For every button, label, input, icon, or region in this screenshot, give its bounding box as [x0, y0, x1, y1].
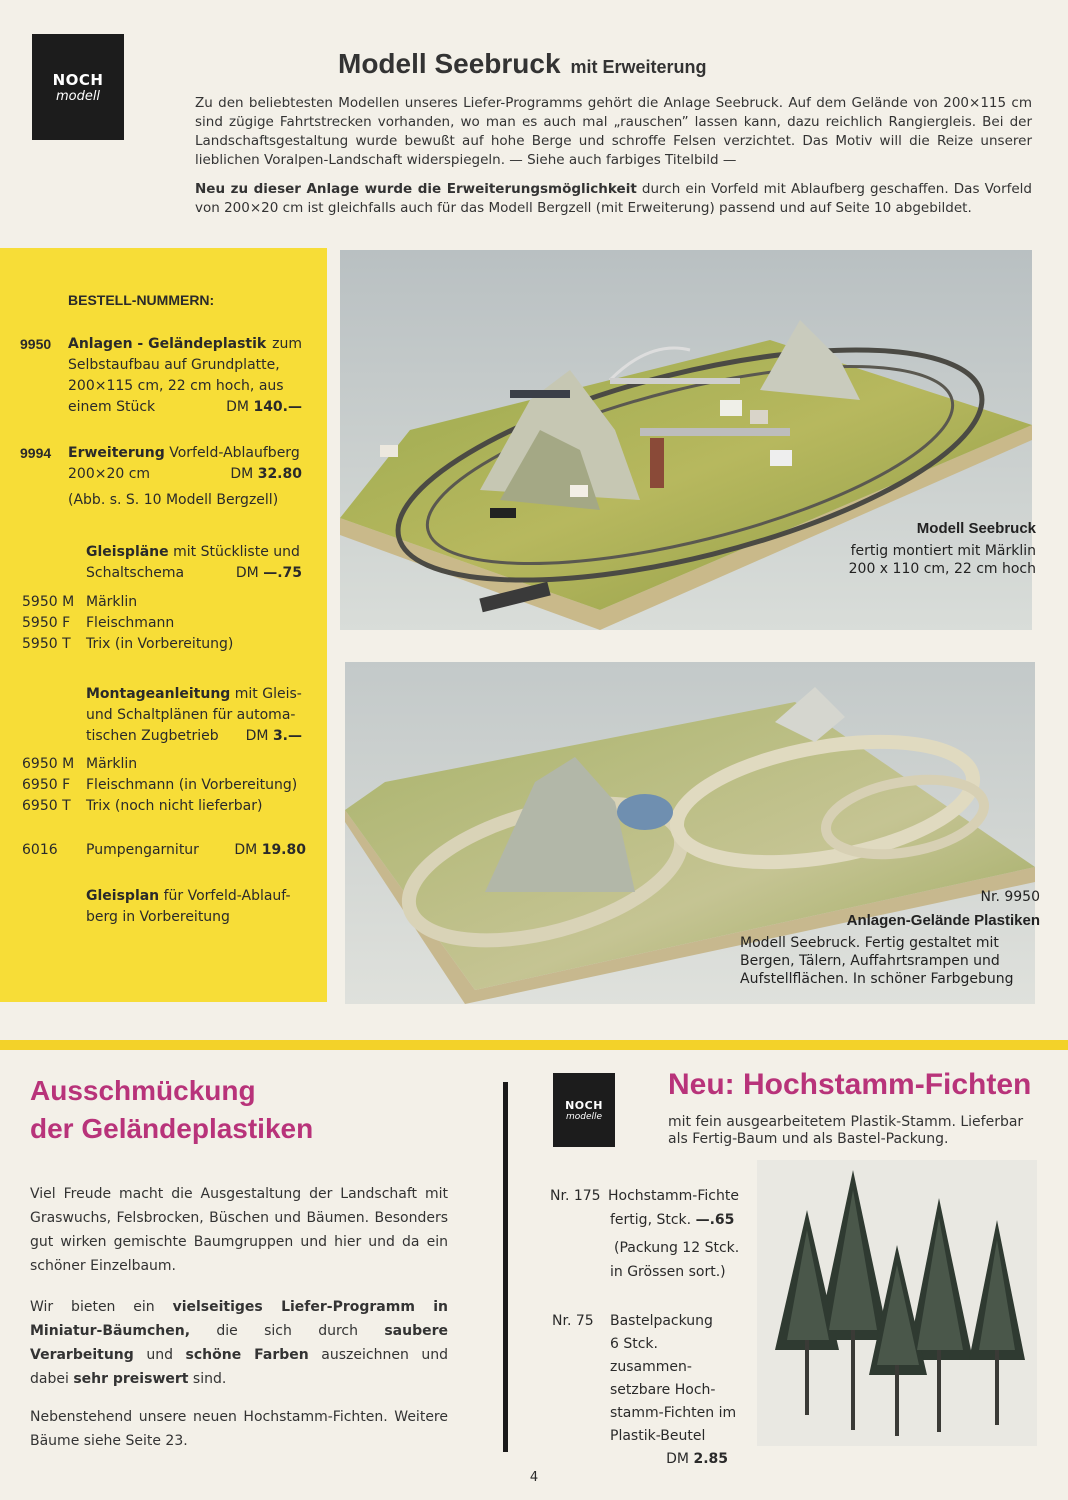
caption-line: Modell Seebruck. Fertig gestaltet mit: [740, 935, 999, 951]
fichte-item-175: [550, 1184, 740, 1284]
item-line: setzbare Hoch-: [610, 1382, 716, 1398]
order-heading: BESTELL-NUMMERN:: [68, 292, 215, 308]
title-line: der Geländeplastiken: [30, 1113, 314, 1144]
caption-title: Anlagen-Gelände Plastiken: [846, 912, 1040, 929]
list-nr: 6950 F: [22, 777, 71, 793]
text-bold: vielseitiges Liefer-Programm in Miniatur-Bäumchen,: [30, 1299, 448, 1339]
item-title: Montageanleitung: [86, 686, 231, 702]
item-nr: Nr. 175: [550, 1188, 601, 1204]
title-text: Modell Seebruck: [338, 48, 561, 79]
order-nr-9950: 9950: [20, 336, 52, 352]
item-nr: Nr. 75: [552, 1313, 594, 1329]
caption-seebruck: [780, 520, 1036, 578]
list-nr: 5950 M: [22, 594, 75, 610]
logo-text: NOCH: [565, 1098, 603, 1112]
title-line: Ausschmückung: [30, 1075, 256, 1106]
logo-subtext: modelle: [565, 1111, 603, 1122]
price: 3.—: [272, 728, 302, 744]
list-label: Fleischmann: [86, 615, 175, 631]
fichte-item-75: [552, 1310, 742, 1471]
title-subtext: mit Erweiterung: [570, 57, 707, 77]
item-line: fertig, Stck.: [610, 1212, 692, 1228]
text-run: sind.: [188, 1371, 227, 1387]
montage-list: [22, 754, 312, 817]
item-line: 6 Stck. zusammen-: [610, 1336, 692, 1375]
caption-line: Aufstellflächen. In schöner Farbgebung: [740, 971, 1014, 987]
order-item-9950: [68, 334, 302, 418]
item-line: und Schaltplänen für automa-: [86, 707, 296, 723]
text-bold: schöne Farben: [185, 1347, 309, 1363]
fir-trees-photo: [757, 1160, 1037, 1446]
intro-rest: durch ein Vorfeld mit Ablaufberg geschaffen. Das Vorfeld von 200×20 cm ist gleichfalls auch für das Modell Bergzell (mit Erweiterung) passend und auf Seite 10 abgebildet.: [195, 181, 1032, 216]
caption-line: fertig montiert mit Märklin: [850, 543, 1036, 559]
caption-nr: Nr. 9950: [980, 889, 1040, 905]
order-nr-9994: 9994: [20, 445, 52, 461]
list-nr: 5950 T: [22, 636, 71, 652]
order-gleisplaene: [86, 542, 302, 584]
page-number: 4: [529, 1470, 539, 1485]
gleis-list: [22, 592, 312, 655]
caption-9950: [740, 888, 1040, 988]
item-title: Gleispläne: [86, 544, 169, 560]
vertical-divider: [503, 1082, 508, 1452]
logo-text: NOCH: [52, 70, 104, 89]
noch-logo-small: [553, 1073, 615, 1147]
list-nr: 5950 F: [22, 615, 71, 631]
list-label: Trix (in Vorbereitung): [86, 636, 234, 652]
caption-line: Bergen, Tälern, Auffahrtsrampen und: [740, 953, 1000, 969]
price-prefix: DM: [235, 565, 264, 581]
item-line: tischen Zugbetrieb: [86, 728, 219, 744]
list-nr: 6950 M: [22, 756, 75, 772]
price-prefix: DM: [234, 842, 262, 858]
item-line: stamm-Fichten im: [610, 1405, 737, 1421]
text-run: auszeichnen und dabei: [30, 1347, 448, 1387]
list-label: Pumpengarnitur: [86, 842, 199, 858]
text-run: Wir bieten ein: [30, 1299, 173, 1315]
paragraph-1: Viel Freude macht die Ausgestaltung der Landschaft mit Graswuchs, Felsbrocken, Büschen und Bäumen. Besonders gut wirken gemischte Baumgruppen und hier und da ein schöner Einzelbaum.: [30, 1186, 448, 1274]
caption-title: Modell Seebruck: [916, 520, 1036, 537]
price: 32.80: [257, 466, 302, 482]
item-line: Bastelpackung: [610, 1313, 713, 1329]
item-line: Vorfeld-Ablaufberg: [164, 445, 300, 461]
paragraph-2: [30, 1295, 448, 1391]
price: —.75: [263, 565, 302, 581]
section-title-fichten: Neu: Hochstamm-Fichten: [668, 1068, 1032, 1101]
paragraph-3: Nebenstehend unsere neuen Hochstamm-Fichten. Weitere Bäume siehe Seite 23.: [30, 1409, 448, 1449]
item-line: 200×20 cm: [68, 466, 151, 482]
price-prefix: DM: [230, 466, 258, 482]
item-line: mit Gleis-: [230, 686, 302, 702]
item-title: Erweiterung: [68, 445, 165, 461]
text-run: die sich durch: [190, 1323, 385, 1339]
item-line: Schaltschema: [86, 565, 185, 581]
text-bold: saubere Verarbeitung: [30, 1323, 448, 1363]
order-vorfeld: [86, 886, 306, 928]
price: 19.80: [261, 842, 306, 858]
section-title-ausschmueckung: [30, 1072, 313, 1148]
text-bold: sehr preiswert: [73, 1371, 189, 1387]
item-title: Anlagen - Geländeplastik: [68, 336, 267, 352]
price: 2.85: [693, 1451, 728, 1467]
subtitle-line: als Fertig-Baum und als Bastel-Packung.: [668, 1131, 949, 1147]
item-title: Gleisplan: [86, 888, 160, 904]
subtitle-line: mit fein ausgearbeitetem Plastik-Stamm. Lieferbar: [668, 1114, 1024, 1130]
list-label: Märklin: [86, 594, 138, 610]
logo-subtext: modell: [55, 88, 101, 104]
order-item-9994: [68, 443, 302, 511]
price: —.65: [695, 1212, 735, 1228]
intro-paragraph-2: [195, 180, 1032, 218]
price-prefix: DM: [226, 399, 254, 415]
item-line: (Packung 12 Stck.: [614, 1240, 740, 1256]
list-label: Trix (noch nicht lieferbar): [86, 798, 263, 814]
list-nr: 6950 T: [22, 798, 71, 814]
item-line: Plastik-Beutel: [610, 1428, 706, 1444]
item-line: in Grössen sort.): [610, 1264, 726, 1280]
order-pumpe: [22, 840, 306, 861]
item-line: für Vorfeld-Ablauf-: [159, 888, 291, 904]
item-line: zum: [272, 336, 302, 352]
section-divider: [0, 1040, 1068, 1050]
caption-line: 200 x 110 cm, 22 cm hoch: [848, 561, 1036, 577]
list-label: Fleischmann (in Vorbereitung): [86, 777, 298, 793]
item-line: 200×115 cm, 22 cm hoch, aus: [68, 378, 284, 394]
item-line: (Abb. s. S. 10 Modell Bergzell): [68, 492, 279, 508]
item-line: berg in Vorbereitung: [86, 909, 230, 925]
item-line: Selbstaufbau auf Grundplatte,: [68, 357, 280, 373]
page-title: [338, 48, 707, 80]
item-line: mit Stückliste und: [168, 544, 300, 560]
item-line: Hochstamm-Fichte: [608, 1188, 739, 1204]
fichten-subtitle: [668, 1114, 1023, 1148]
text-run: und: [133, 1347, 186, 1363]
item-line: einem Stück: [68, 399, 156, 415]
list-label: Märklin: [86, 756, 138, 772]
order-montage: [86, 684, 302, 747]
intro-paragraph-1: Zu den beliebtesten Modellen unseres Liefer-Programms gehört die Anlage Seebruck. Auf dem Gelände von 200×115 cm sind zügige Fahrtstrecken vorhanden, wo man es auch mal „rauschen” lassen kann, dazu reichlich Rangiergleis. Bei der Landschaftsgestaltung wurde bewußt auf hohe Berge und schroffe Felsen verzichtet. Das Motiv will die Reize unserer lieblichen Voralpen-Landschaft widerspiegeln. — Siehe auch farbiges Titelbild —: [195, 95, 1032, 168]
intro-bold: Neu zu dieser Anlage wurde die Erweiterungsmöglichkeit: [195, 181, 637, 197]
noch-logo: [32, 34, 124, 140]
price-prefix: DM: [666, 1451, 694, 1467]
list-nr: 6016: [22, 842, 58, 858]
price: 140.—: [253, 399, 302, 415]
price-prefix: DM: [245, 728, 273, 744]
